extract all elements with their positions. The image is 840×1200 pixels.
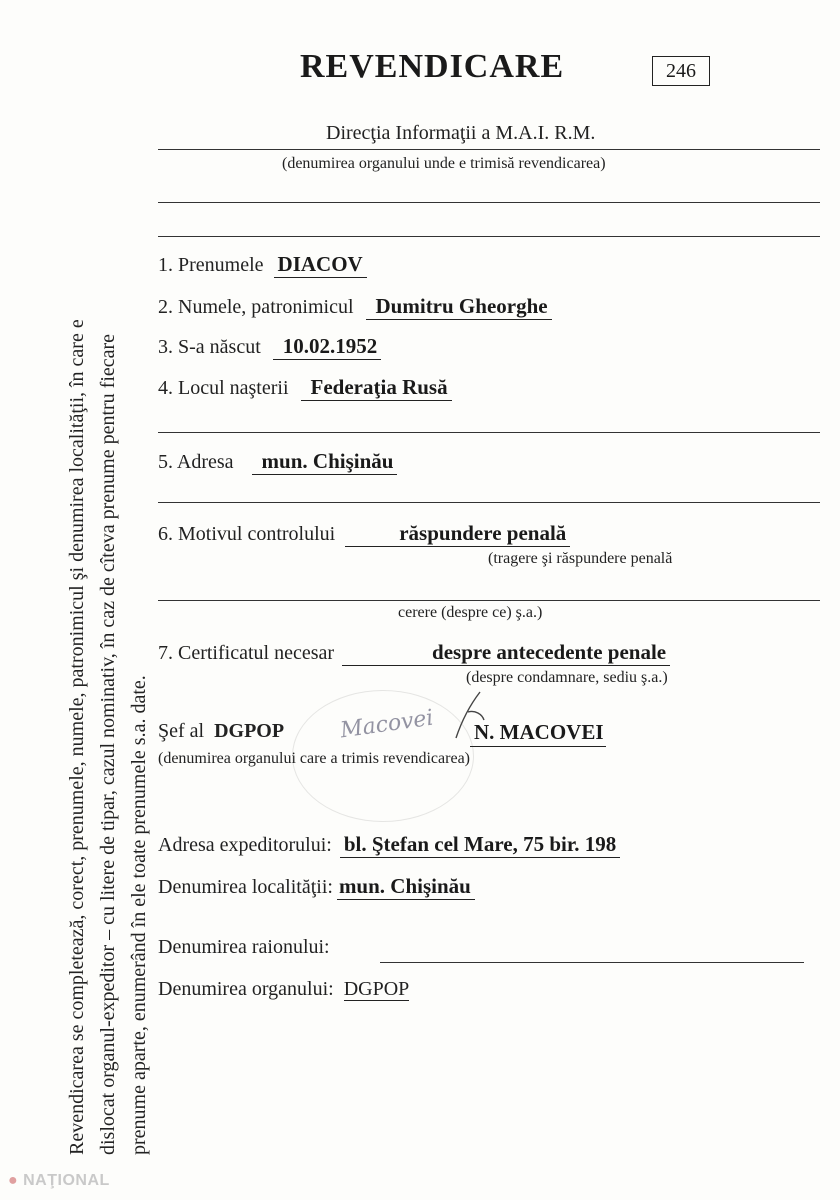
chief-caption: (denumirea organului care a trimis revendicarea) <box>158 750 470 767</box>
field-locul <box>158 375 452 400</box>
chief-label: Şef al <box>158 720 205 742</box>
field-prenume <box>158 252 367 277</box>
blank-line-4 <box>158 502 820 503</box>
recipient-value: Direcţia Informaţii a M.A.I. R.M. <box>326 122 596 144</box>
field-adresa-label: 5. Adresa <box>158 451 234 473</box>
chief-line <box>158 720 284 743</box>
field-adresa-value: mun. Chişinău <box>252 449 398 475</box>
field-certificat-value: despre antecedente penale <box>342 640 670 666</box>
sender-org <box>158 978 409 1001</box>
field-motivul-value: răspundere penală <box>345 521 570 547</box>
motivul-line <box>158 600 820 601</box>
handwritten-signature: Macovei <box>338 705 435 744</box>
blank-line-2 <box>158 236 820 237</box>
field-nascut <box>158 334 381 359</box>
sender-district <box>158 936 330 959</box>
document-title: REVENDICARE <box>300 48 565 85</box>
field-motivul-caption-2: cerere (despre ce) ş.a.) <box>398 604 543 621</box>
field-nume-label: 2. Numele, patronimicul <box>158 296 354 318</box>
field-nascut-value: 10.02.1952 <box>273 334 382 360</box>
field-prenume-value: DIACOV <box>274 252 367 278</box>
field-locul-label: 4. Locul naşterii <box>158 377 289 399</box>
side-instructions <box>62 45 155 1155</box>
field-prenume-label: 1. Prenumele <box>158 254 264 276</box>
side-instructions-line-3: prenume aparte, enumerând în ele toate prenumele s.a. date. <box>128 675 150 1155</box>
document-number-box: 246 <box>652 56 710 86</box>
field-certificat <box>158 640 670 665</box>
recipient-line <box>158 149 820 150</box>
field-motivul <box>158 521 570 546</box>
district-line <box>380 962 804 963</box>
sender-org-value: DGPOP <box>343 978 410 1000</box>
sender-locality-label: Denumirea localităţii: <box>158 876 333 898</box>
sender-locality-value: mun. Chişinău <box>337 874 475 900</box>
logo-mark-icon: ● <box>8 1172 19 1189</box>
chief-org: DGPOP <box>214 720 285 742</box>
field-motivul-label: 6. Motivul controlului <box>158 523 336 545</box>
field-certificat-label: 7. Certificatul necesar <box>158 642 335 664</box>
field-certificat-caption: (despre condamnare, sediu ş.a.) <box>466 669 668 686</box>
field-adresa <box>158 449 397 474</box>
sender-address <box>158 832 620 857</box>
national-logo <box>8 1172 110 1190</box>
blank-line-1 <box>158 202 820 203</box>
field-nume-value: Dumitru Gheorghe <box>366 294 552 320</box>
sender-district-label: Denumirea raionului: <box>158 936 330 958</box>
side-instructions-line-2: dislocat organul-expeditor – cu litere de tipar, cazul nominativ, în caz de cîteva prenume pentru fiecare <box>97 333 119 1155</box>
logo-text: NAŢIONAL <box>23 1172 110 1189</box>
field-nascut-label: 3. S-a născut <box>158 336 261 358</box>
field-motivul-caption-1: (tragere şi răspundere penală <box>488 550 673 567</box>
sender-org-label: Denumirea organului: <box>158 978 334 1000</box>
recipient-caption: (denumirea organului unde e trimisă revendicarea) <box>282 155 606 172</box>
blank-line-3 <box>158 432 820 433</box>
chief-name: N. MACOVEI <box>470 720 606 747</box>
sender-address-value: bl. Ştefan cel Mare, 75 bir. 198 <box>340 832 620 858</box>
field-locul-value: Federaţia Rusă <box>301 375 452 401</box>
side-instructions-line-1: Revendicarea se completează, corect, prenumele, numele, patronimicul şi denumirea localităţii, în care e <box>66 319 88 1155</box>
field-nume <box>158 294 552 319</box>
sender-address-label: Adresa expeditorului: <box>158 834 332 856</box>
sender-locality <box>158 874 475 899</box>
